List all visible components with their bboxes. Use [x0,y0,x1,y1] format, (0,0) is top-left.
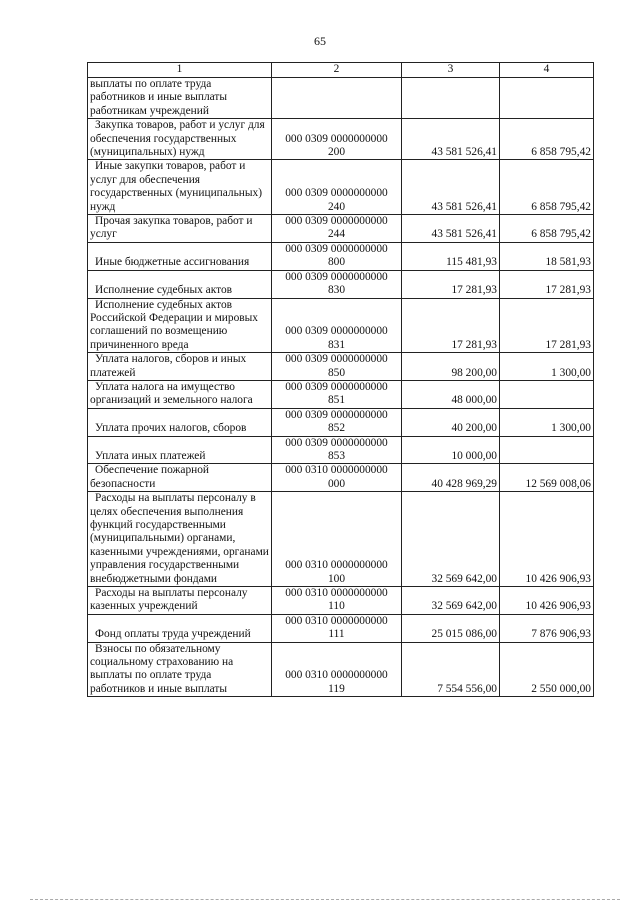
budget-code [272,270,402,298]
budget-code-line: 000 0309 0000000000 [285,215,388,228]
budget-item-name [88,119,272,160]
executed-amount: 6 858 795,42 [500,215,594,243]
budget-item-name [88,464,272,492]
executed-amount: 18 581,93 [500,242,594,270]
budget-code-line: 000 0309 0000000000 [285,270,388,283]
planned-amount: 40 428 969,29 [402,464,500,492]
budget-code [272,614,402,642]
executed-amount: 17 281,93 [500,270,594,298]
planned-amount: 48 000,00 [402,380,500,408]
budget-code-suffix: 853 [327,449,346,462]
budget-code [272,464,402,492]
column-header: 2 [272,63,402,78]
budget-code-line: 000 0310 0000000000 [285,464,388,477]
budget-code-line: 000 0309 0000000000 [285,325,388,338]
planned-amount: 25 015 086,00 [402,614,500,642]
budget-item-text: Уплата иных платежей [95,449,206,462]
budget-item-name [88,587,272,615]
budget-code-line: 000 0310 0000000000 [285,614,388,627]
planned-amount: 10 000,00 [402,436,500,464]
budget-code [272,78,402,119]
table-row [88,380,594,408]
executed-amount: 17 281,93 [500,298,594,353]
budget-code-suffix: 831 [327,338,346,351]
budget-code [272,298,402,353]
budget-code-suffix: 111 [328,628,345,641]
budget-item-text: Иные бюджетные ассигнования [95,256,250,269]
table-header-row [88,63,594,78]
table-row [88,298,594,353]
table-row [88,215,594,243]
budget-code [272,242,402,270]
executed-amount [500,380,594,408]
budget-item-text: Взносы по обязательному социальному страхованию на выплаты по оплате труда работников и иные выплаты [90,642,234,695]
budget-code-suffix: 830 [327,284,346,297]
column-header: 3 [402,63,500,78]
budget-item-text: Уплата налога на имущество организаций и земельного налога [90,380,253,407]
budget-code-line: 000 0309 0000000000 [285,380,388,393]
column-header: 1 [88,63,272,78]
budget-code-line: 000 0309 0000000000 [285,353,388,366]
budget-code-suffix: 000 [327,477,346,490]
budget-code-line: 000 0310 0000000000 [285,587,388,600]
executed-amount [500,78,594,119]
column-header: 4 [500,63,594,78]
page-number: 65 [314,34,326,48]
budget-code-suffix: 100 [327,572,346,585]
budget-item-text: Прочая закупка товаров, работ и услуг [90,215,253,241]
planned-amount: 98 200,00 [402,353,500,381]
budget-item-name [88,492,272,587]
budget-item-text: Исполнение судебных актов Российской Федерации и мировых соглашений по возмещению причиненного вреда [90,298,258,351]
table-row [88,642,594,697]
budget-item-name [88,642,272,697]
budget-code-line: 000 0309 0000000000 [285,132,388,145]
planned-amount: 17 281,93 [402,298,500,353]
budget-item-name [88,380,272,408]
budget-item-text: Расходы на выплаты персоналу в целях обеспечения выполнения функций государственными (муниципальными) органами, казенными учреждениями, органами управления государственными внебюджетными фондами [90,492,269,585]
budget-item-name [88,78,272,119]
budget-code-suffix: 110 [328,600,345,613]
budget-item-name [88,298,272,353]
budget-item-name [88,242,272,270]
planned-amount [402,78,500,119]
table-row [88,119,594,160]
budget-table [87,62,594,697]
budget-code-suffix: 200 [327,146,346,159]
budget-item-text: Закупка товаров, работ и услуг для обеспечения государственных (муниципальных) нужд [90,119,265,159]
planned-amount: 115 481,93 [402,242,500,270]
budget-code-suffix: 850 [327,366,346,379]
budget-code [272,215,402,243]
budget-code-line: 000 0309 0000000000 [285,187,388,200]
planned-amount: 32 569 642,00 [402,492,500,587]
budget-item-text: выплаты по оплате труда работников и иные выплаты работникам учреждений [90,78,228,117]
table-row [88,270,594,298]
budget-code-suffix: 240 [327,200,346,213]
planned-amount: 43 581 526,41 [402,160,500,215]
table-row [88,408,594,436]
executed-amount: 12 569 008,06 [500,464,594,492]
planned-amount: 7 554 556,00 [402,642,500,697]
table-row [88,464,594,492]
budget-code-suffix: 852 [327,422,346,435]
budget-code [272,408,402,436]
budget-code-line: 000 0310 0000000000 [285,669,388,682]
budget-item-name [88,408,272,436]
budget-item-text: Обеспечение пожарной безопасности [90,464,210,490]
budget-code-suffix: 800 [327,256,346,269]
budget-item-name [88,353,272,381]
executed-amount: 10 426 906,93 [500,587,594,615]
table-row [88,160,594,215]
table-row [88,492,594,587]
executed-amount: 7 876 906,93 [500,614,594,642]
planned-amount: 43 581 526,41 [402,215,500,243]
budget-item-text: Расходы на выплаты персоналу казенных учреждений [90,587,248,613]
budget-item-name [88,270,272,298]
budget-code [272,353,402,381]
table-row [88,436,594,464]
budget-item-text: Уплата налогов, сборов и иных платежей [90,353,247,379]
budget-code-line: 000 0309 0000000000 [285,436,388,449]
planned-amount: 40 200,00 [402,408,500,436]
executed-amount: 10 426 906,93 [500,492,594,587]
budget-item-text: Иные закупки товаров, работ и услуг для обеспечения государственных (муниципальных) нужд [90,160,263,213]
budget-code-suffix: 119 [328,682,345,695]
budget-item-text: Уплата прочих налогов, сборов [95,422,247,435]
budget-item-name [88,160,272,215]
planned-amount: 17 281,93 [402,270,500,298]
budget-item-text: Исполнение судебных актов [95,284,233,297]
budget-code [272,119,402,160]
budget-item-name [88,215,272,243]
executed-amount: 1 300,00 [500,353,594,381]
budget-code [272,160,402,215]
budget-item-text: Фонд оплаты труда учреждений [95,628,251,641]
executed-amount: 2 550 000,00 [500,642,594,697]
budget-code-line: 000 0310 0000000000 [285,559,388,572]
table-row [88,78,594,119]
planned-amount: 32 569 642,00 [402,587,500,615]
table-row [88,242,594,270]
budget-code [272,436,402,464]
budget-code [272,642,402,697]
budget-code-line: 000 0309 0000000000 [285,408,388,421]
table-row [88,614,594,642]
table-row [88,587,594,615]
executed-amount: 6 858 795,42 [500,160,594,215]
table-row [88,353,594,381]
budget-code-suffix: 244 [327,228,346,241]
executed-amount: 6 858 795,42 [500,119,594,160]
planned-amount: 43 581 526,41 [402,119,500,160]
budget-code-suffix: 851 [327,394,346,407]
budget-code [272,492,402,587]
scan-edge-line [30,899,620,900]
budget-item-name [88,614,272,642]
budget-code [272,587,402,615]
budget-code-line: 000 0309 0000000000 [285,242,388,255]
budget-item-name [88,436,272,464]
executed-amount [500,436,594,464]
budget-code [272,380,402,408]
executed-amount: 1 300,00 [500,408,594,436]
